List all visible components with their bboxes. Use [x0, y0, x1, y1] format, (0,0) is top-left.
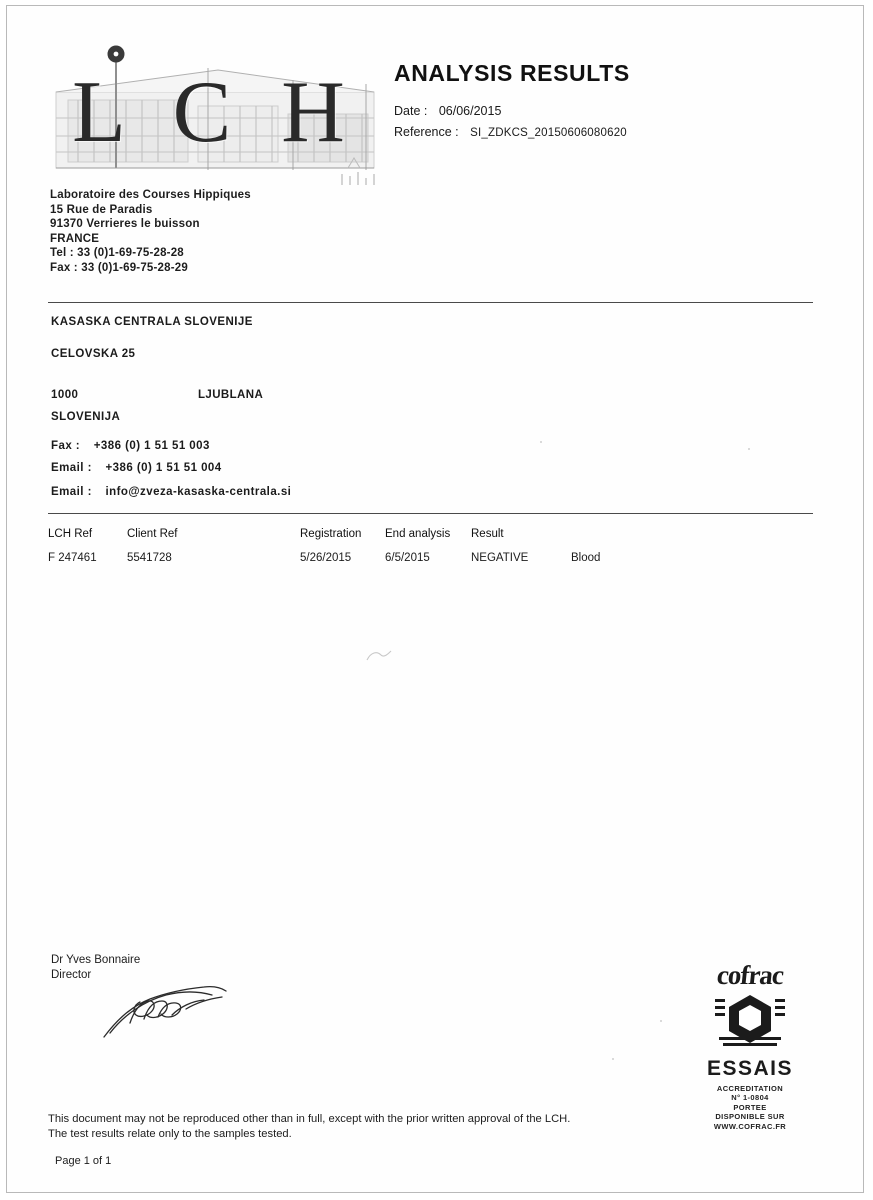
column-header-lch-ref: LCH Ref: [48, 528, 93, 540]
scan-speck: [540, 441, 542, 443]
scan-speck: [612, 1058, 614, 1060]
client-email-1-label: Email :: [51, 462, 92, 474]
client-email-2-value: info@zveza-kasaska-centrala.si: [105, 486, 292, 498]
cofrac-line-3: PORTEE: [733, 1102, 767, 1112]
footer-line-1: This document may not be reproduced other than in full, except with the prior written approval of the LCH.: [48, 1113, 571, 1125]
lab-street: 15 Rue de Paradis: [50, 203, 153, 216]
client-email-1: [51, 462, 222, 474]
client-fax-label: Fax :: [51, 440, 81, 452]
date-value: 06/06/2015: [438, 104, 502, 118]
table-row: [48, 552, 813, 576]
reference-value: SI_ZDKCS_20150606080620: [470, 127, 627, 139]
signatory-name: Dr Yves Bonnaire: [51, 954, 141, 966]
lab-fax: Fax : 33 (0)1-69-75-28-29: [50, 261, 188, 274]
stray-pencil-mark: [365, 648, 393, 664]
page-number: Page 1 of 1: [55, 1155, 112, 1167]
cofrac-line-4: DISPONIBLE SUR: [715, 1112, 785, 1122]
cofrac-line-5: WWW.COFRAC.FR: [713, 1121, 787, 1131]
cell-end-analysis: 6/5/2015: [385, 552, 430, 564]
column-header-client-ref: Client Ref: [127, 528, 178, 540]
cell-client-ref: 5541728: [127, 552, 172, 564]
client-email-2: [51, 486, 291, 498]
lab-tel: Tel : 33 (0)1-69-75-28-28: [50, 247, 184, 260]
cofrac-logo-icon: [713, 993, 787, 1051]
results-table: [48, 528, 813, 576]
table-header-row: [48, 528, 813, 552]
document-meta: [394, 101, 627, 144]
client-name: KASASKA CENTRALA SLOVENIJE: [51, 316, 253, 328]
divider-above-client: [48, 302, 813, 303]
cofrac-details: [690, 1084, 810, 1131]
client-country: SLOVENIJA: [51, 411, 121, 423]
client-zip: 1000: [51, 389, 79, 401]
cofrac-wordmark: cofrac: [715, 960, 785, 990]
signatory-role: Director: [51, 969, 92, 981]
handwritten-signature: [100, 975, 230, 1045]
reference-label: Reference :: [394, 125, 459, 139]
laboratory-address: [50, 188, 251, 276]
lch-logo: [48, 40, 383, 185]
page-title: ANALYSIS RESULTS: [394, 60, 630, 86]
column-header-end-analysis: End analysis: [385, 528, 451, 540]
column-header-result: Result: [471, 528, 504, 540]
cell-result: NEGATIVE: [471, 552, 529, 564]
meta-reference-row: [394, 122, 627, 144]
scan-speck: [660, 1020, 662, 1022]
cofrac-line-1: ACCREDITATION: [716, 1084, 784, 1093]
meta-date-row: [394, 101, 627, 122]
lab-name: Laboratoire des Courses Hippiques: [50, 189, 251, 201]
footer-line-2: The test results relate only to the samples tested.: [48, 1128, 292, 1140]
client-fax-value: +386 (0) 1 51 51 003: [93, 440, 210, 452]
client-city: LJUBLANA: [198, 389, 264, 401]
cell-matrix: Blood: [571, 552, 601, 564]
cofrac-line-2: N° 1-0804: [731, 1093, 769, 1103]
cell-registration: 5/26/2015: [300, 552, 352, 564]
client-email-2-label: Email :: [51, 486, 92, 498]
footer-disclaimer: [48, 1112, 688, 1142]
divider-above-table: [48, 513, 813, 514]
date-label: Date :: [394, 104, 428, 118]
scan-speck: [748, 448, 750, 450]
lab-city: 91370 Verrieres le buisson: [50, 218, 200, 231]
column-header-registration: Registration: [300, 528, 362, 540]
cell-lch-ref: F 247461: [48, 552, 97, 564]
client-email-1-value: +386 (0) 1 51 51 004: [105, 462, 222, 474]
cofrac-accreditation: [690, 960, 810, 1131]
cofrac-essais-label: ESSAIS: [706, 1057, 794, 1080]
logo-letters: L C H: [72, 64, 359, 161]
client-street: CELOVSKA 25: [51, 348, 136, 360]
client-fax: [51, 440, 210, 452]
lab-country: FRANCE: [50, 232, 100, 245]
